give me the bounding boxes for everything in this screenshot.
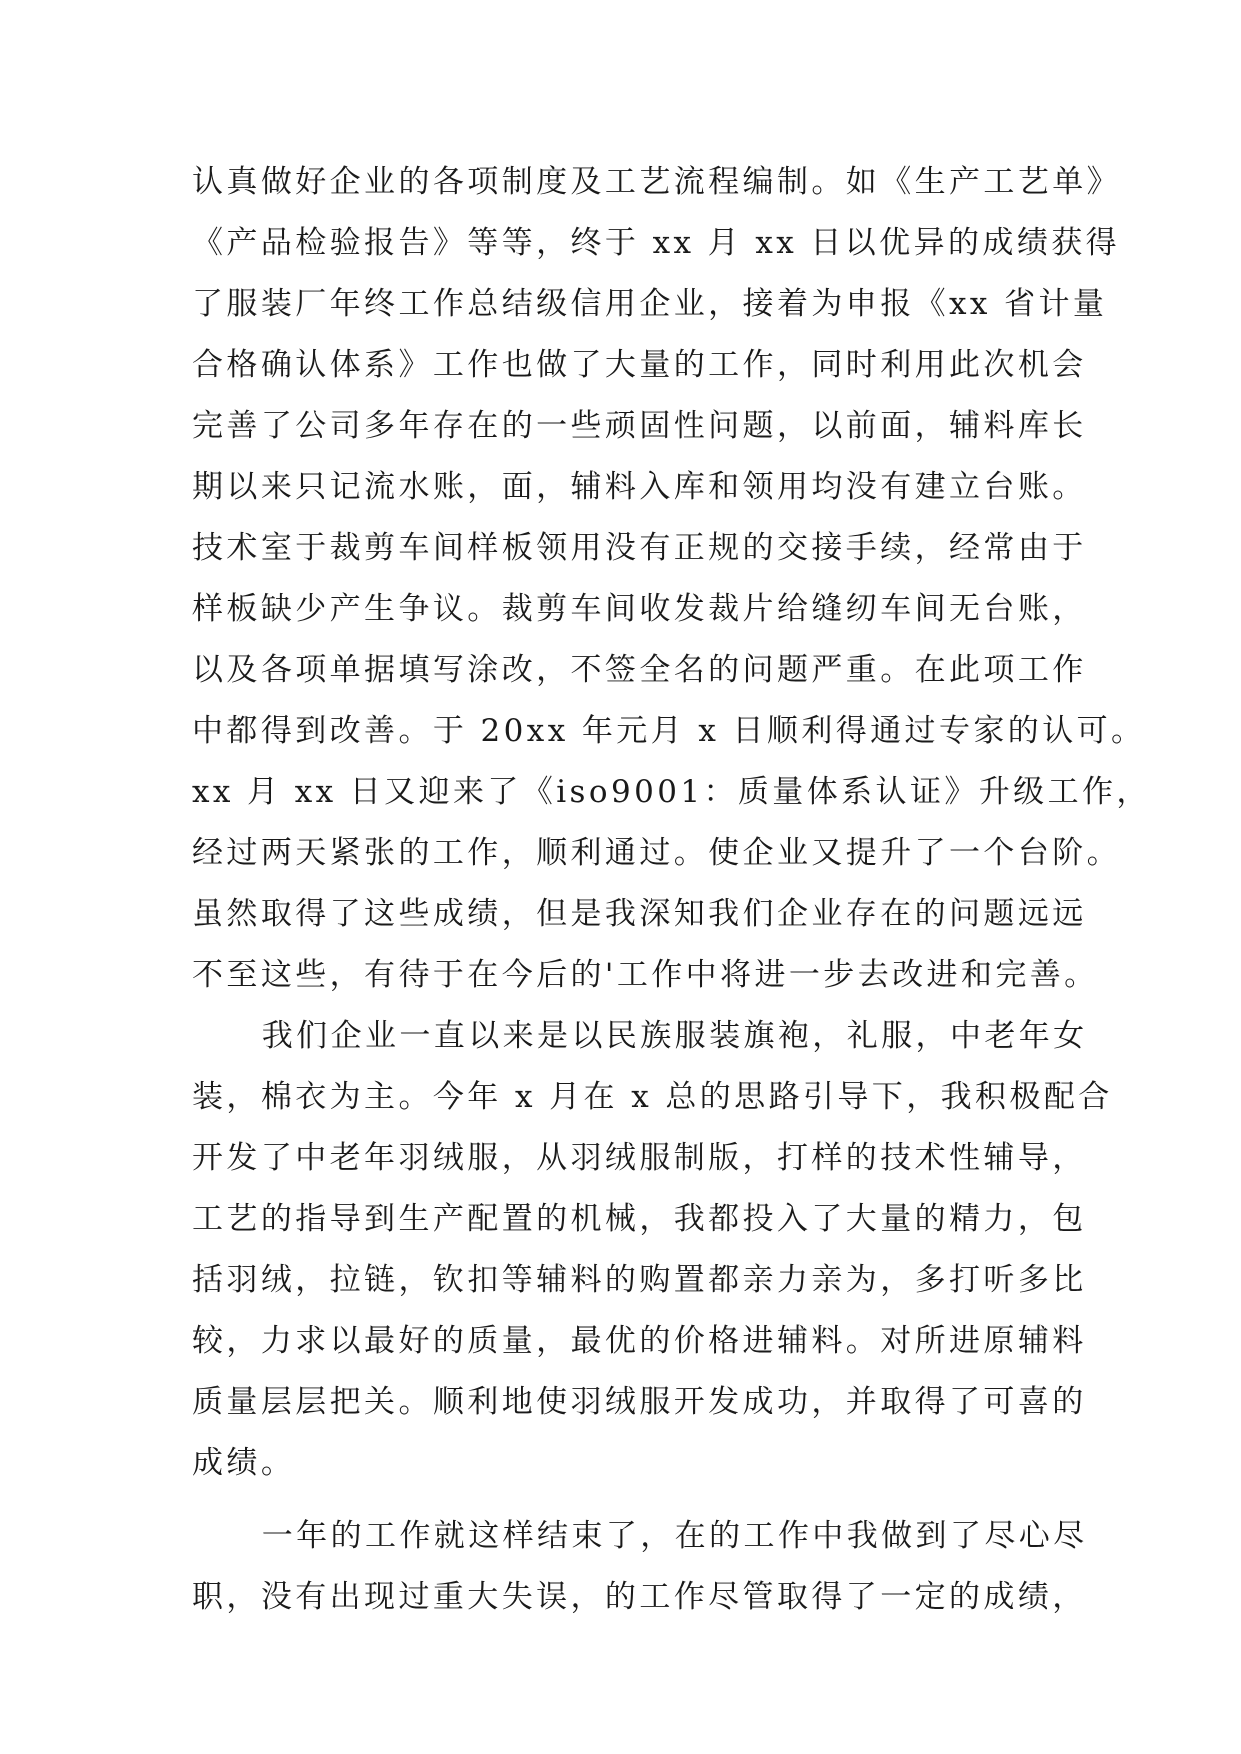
paragraph-3 bbox=[192, 1506, 1088, 1628]
text-line: 完善了公司多年存在的一些顽固性问题，以前面，辅料库长 bbox=[192, 408, 1087, 444]
text-line: 中都得到改善。于 20xx 年元月 x 日顺利得通过专家的认可。 bbox=[192, 713, 1146, 749]
text-line: 工艺的指导到生产配置的机械，我都投入了大量的精力，包 bbox=[192, 1201, 1087, 1237]
text-line: 《产品检验报告》等等，终于 xx 月 xx 日以优异的成绩获得 bbox=[192, 225, 1121, 261]
paragraph-1 bbox=[192, 152, 1151, 1006]
text-line: 经过两天紧张的工作，顺利通过。使企业又提升了一个台阶。 bbox=[192, 835, 1122, 871]
text-line: 成绩。 bbox=[192, 1445, 296, 1481]
paragraph-gap bbox=[192, 1494, 1072, 1506]
text-line: 以及各项单据填写涂改，不签全名的问题严重。在此项工作 bbox=[192, 652, 1087, 688]
text-line: 质量层层把关。顺利地使羽绒服开发成功，并取得了可喜的 bbox=[192, 1384, 1087, 1420]
text-line: 括羽绒，拉链，钦扣等辅料的购置都亲力亲为，多打听多比 bbox=[192, 1262, 1087, 1298]
text-line: 开发了中老年羽绒服，从羽绒服制版，打样的技术性辅导， bbox=[192, 1140, 1087, 1176]
text-line: 不至这些，有待于在今后的'工作中将进一步去改进和完善。 bbox=[192, 957, 1099, 993]
text-line: xx 月 xx 日又迎来了《iso9001：质量体系认证》升级工作， bbox=[192, 774, 1151, 810]
text-line: 合格确认体系》工作也做了大量的工作，同时利用此次机会 bbox=[192, 347, 1087, 383]
document-body bbox=[192, 152, 1151, 1628]
text-line: 了服装厂年终工作总结级信用企业，接着为申报《xx 省计量 bbox=[192, 286, 1108, 322]
paragraph-2 bbox=[192, 1006, 1113, 1494]
text-line: 我们企业一直以来是以民族服装旗袍，礼服，中老年女 bbox=[261, 1018, 1088, 1054]
text-line: 样板缺少产生争议。裁剪车间收发裁片给缝纫车间无台账， bbox=[192, 591, 1087, 627]
text-line: 期以来只记流水账，面，辅料入库和领用均没有建立台账。 bbox=[192, 469, 1087, 505]
text-line: 装，棉衣为主。今年 x 月在 x 总的思路引导下，我积极配合 bbox=[192, 1079, 1113, 1115]
text-line: 职，没有出现过重大失误，的工作尽管取得了一定的成绩， bbox=[192, 1579, 1087, 1615]
text-line: 认真做好企业的各项制度及工艺流程编制。如《生产工艺单》 bbox=[192, 164, 1122, 200]
text-line: 一年的工作就这样结束了，在的工作中我做到了尽心尽 bbox=[261, 1518, 1088, 1554]
text-line: 技术室于裁剪车间样板领用没有正规的交接手续，经常由于 bbox=[192, 530, 1087, 566]
text-line: 虽然取得了这些成绩，但是我深知我们企业存在的问题远远 bbox=[192, 896, 1087, 932]
text-line: 较，力求以最好的质量，最优的价格进辅料。对所进原辅料 bbox=[192, 1323, 1087, 1359]
